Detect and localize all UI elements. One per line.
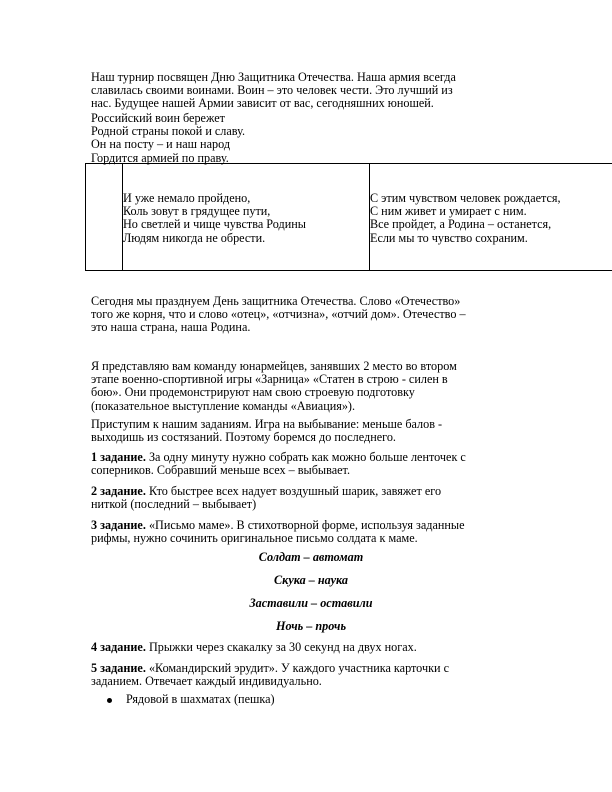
table-border-left xyxy=(85,164,86,270)
rhyme-1: Солдат – автомат xyxy=(258,550,364,564)
task-4 xyxy=(91,641,531,654)
poem-stanza: Российский воин бережет Родной страны покой и славу. Он на посту – и наш народ Гордится армией по праву. xyxy=(91,111,246,165)
task-text: За одну минуту нужно собрать как можно больше ленточек с соперников. Собравший меньше всех – выбывает. xyxy=(91,450,466,478)
bullet-item: Рядовой в шахматах (пешка) xyxy=(126,692,275,706)
task-label: 2 задание. xyxy=(91,484,149,498)
task-1 xyxy=(91,451,531,477)
intro-paragraph: Наш турнир посвящен Дню Защитника Отечества. Наша армия всегда славилась своими воинами. Воин – это человек чести. Это лучший из нас. Будущее нашей Армии зависит от вас, сегодняшних юношей. xyxy=(91,70,456,111)
rhyme-3: Заставили – оставили xyxy=(249,596,373,610)
task-5 xyxy=(91,662,531,688)
team-paragraph: Я представляю вам команду юнармейцев, занявших 2 место во втором этапе военно-спортивной игры «Зарница» «Статен в строю - силен в бою». Они продемонстрируют нам свою строевую подготовку (показательное выступление команды «Авиация»). xyxy=(91,359,457,413)
task-2 xyxy=(91,485,531,511)
rhyme-4: Ночь – прочь xyxy=(275,619,347,633)
tasks-intro-paragraph: Приступим к нашим заданиям. Игра на выбывание: меньше балов - выходишь из состязаний. Поэтому боремся до последнего. xyxy=(91,417,443,445)
table-cell-left: И уже немало пройдено, Коль зовут в грядущее пути, Но светлей и чище чувства Родины Людям никогда не обрести. xyxy=(123,191,306,245)
fatherland-paragraph: Сегодня мы празднуем День защитника Отечества. Слово «Отечество» того же корня, что и слово «отец», «отчизна», «отчий дом». Отечество – это наша страна, наша Родина. xyxy=(91,294,466,335)
table-cell-right: С этим чувством человек рождается, С ним живет и умирает с ним. Все пройдет, а Родина – останется, Если мы то чувство сохраним. xyxy=(370,191,561,245)
rhyme-2: Скука – наука xyxy=(274,573,348,587)
task-label: 3 задание. xyxy=(91,518,146,532)
task-3 xyxy=(91,519,531,545)
task-text: «Письмо маме». В стихотворной форме, используя заданные рифмы, нужно сочинить оригинальное письмо солдата к маме. xyxy=(91,518,465,546)
bullet-icon xyxy=(107,698,112,703)
poem-table xyxy=(85,163,612,271)
task-text: Кто быстрее всех надует воздушный шарик, завяжет его ниткой (последний – выбывает) xyxy=(91,484,442,512)
task-label: 5 задание. xyxy=(91,661,146,675)
task-label: 4 задание. xyxy=(91,640,146,654)
task-label: 1 задание. xyxy=(91,450,146,464)
task-text: «Командирский эрудит». У каждого участника карточки с заданием. Отвечает каждый индивидуально. xyxy=(91,661,449,689)
task-text: Прыжки через скакалку за 30 секунд на двух ногах. xyxy=(145,640,417,654)
